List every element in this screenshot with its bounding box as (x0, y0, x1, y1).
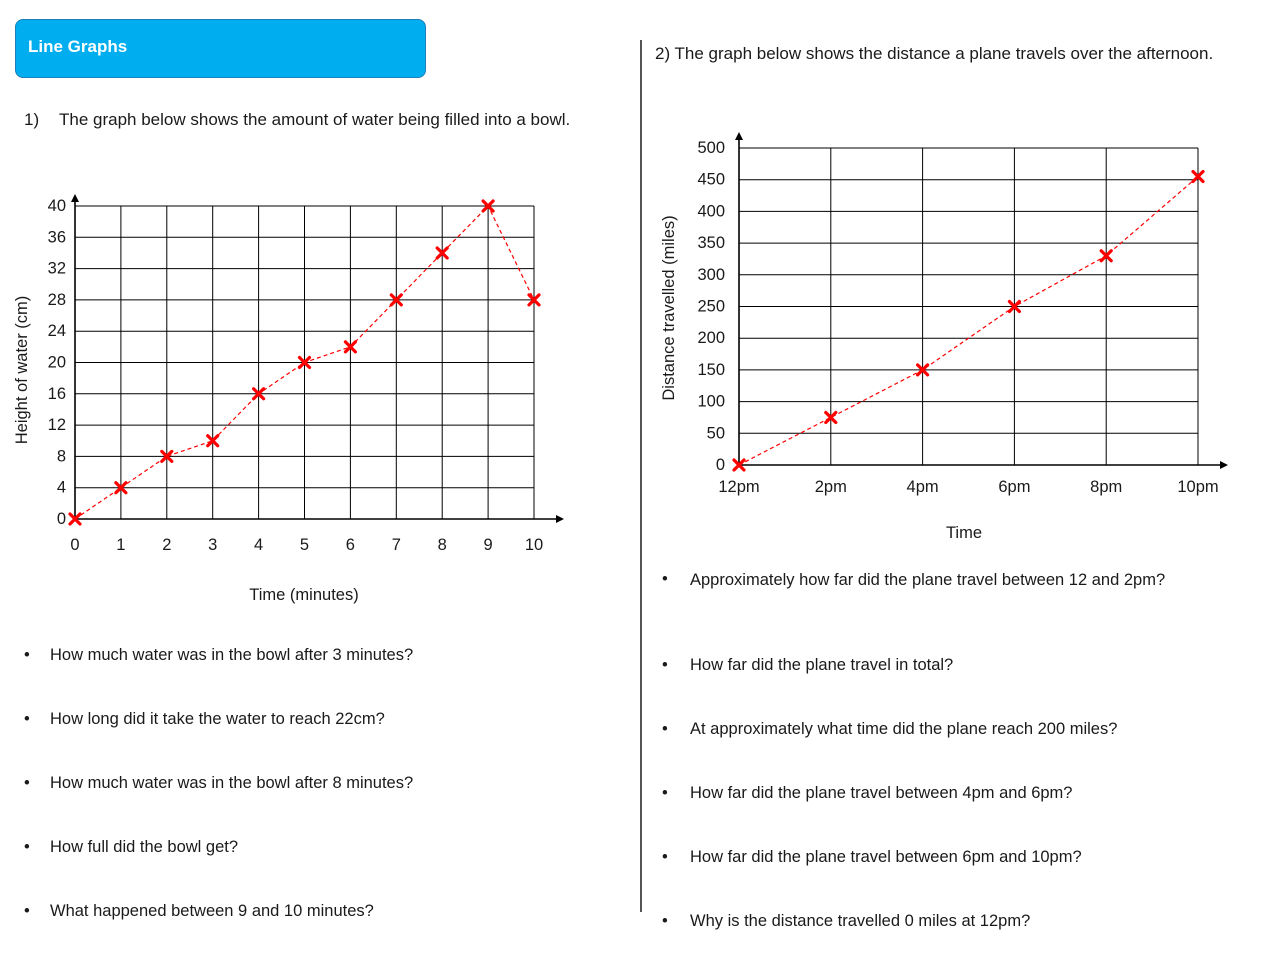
bullet-dot: • (24, 838, 30, 856)
q1-bullet-text: What happened between 9 and 10 minutes? (50, 902, 374, 920)
y-tick-label: 4 (56, 478, 66, 497)
q2-bullet-text: How far did the plane travel between 6pm and 10pm? (690, 848, 1082, 866)
y-tick-label: 450 (697, 170, 725, 189)
y-tick-label: 20 (47, 353, 66, 372)
q1-bullet-text: How much water was in the bowl after 3 minutes? (50, 646, 414, 664)
y-tick-label: 250 (697, 297, 725, 316)
q2-bullet-text: How far did the plane travel in total? (690, 656, 954, 674)
q1-bullet-text: How much water was in the bowl after 8 minutes? (50, 774, 414, 792)
y-tick-label: 50 (706, 424, 725, 443)
x-tick-label: 6 (345, 536, 355, 554)
y-axis-arrow (735, 132, 743, 140)
y-tick-label: 400 (697, 202, 725, 221)
y-tick-label: 350 (697, 234, 725, 253)
y-axis-label: Distance travelled (miles) (660, 215, 678, 401)
water-height-chart (0, 180, 640, 620)
page-title: Line Graphs (28, 37, 128, 56)
x-tick-label: 6pm (998, 478, 1031, 496)
x-tick-label: 4pm (906, 478, 939, 496)
y-tick-label: 200 (697, 329, 725, 348)
q1-bullet-text: How full did the bowl get? (50, 838, 239, 856)
bullet-dot: • (662, 912, 668, 930)
question-1-text: The graph below shows the amount of water being filled into a bowl. (59, 110, 571, 129)
x-tick-label: 7 (391, 536, 401, 554)
bullet-dot: • (662, 656, 668, 674)
series-line (739, 177, 1198, 465)
y-axis-arrow (71, 194, 79, 202)
q2-bullet-text: At approximately what time did the plane reach 200 miles? (690, 720, 1118, 738)
y-tick-label: 300 (697, 265, 725, 284)
x-tick-label: 9 (483, 536, 493, 554)
bullet-dot: • (24, 710, 30, 728)
bullet-dot: • (662, 848, 668, 866)
plane-distance-chart (650, 120, 1250, 560)
x-axis-label: Time (minutes) (249, 586, 359, 604)
y-tick-label: 150 (697, 360, 725, 379)
bullet-dot: • (24, 902, 30, 920)
y-tick-label: 8 (56, 447, 66, 466)
title-banner (15, 19, 426, 78)
x-tick-label: 2 (162, 536, 172, 554)
y-axis-label: Height of water (cm) (13, 295, 31, 445)
bullet-dot: • (24, 646, 30, 664)
y-tick-label: 100 (697, 392, 725, 411)
x-tick-label: 2pm (814, 478, 847, 496)
x-axis-arrow (556, 515, 564, 523)
x-axis-arrow (1220, 461, 1228, 469)
q2-bullet-text: Why is the distance travelled 0 miles at 12pm? (690, 912, 1031, 930)
x-tick-label: 10pm (1177, 478, 1219, 496)
y-tick-label: 12 (47, 416, 66, 435)
y-tick-label: 36 (47, 228, 66, 247)
bullet-dot: • (662, 570, 668, 588)
x-axis-label: Time (945, 524, 983, 542)
y-tick-label: 28 (47, 290, 66, 309)
q1-bullet-text: How long did it take the water to reach 22cm? (50, 710, 385, 728)
x-tick-label: 8 (437, 536, 447, 554)
bullet-dot: • (662, 784, 668, 802)
y-tick-label: 500 (697, 139, 725, 157)
question-2-text: 2) The graph below shows the distance a plane travels over the afternoon. (655, 44, 1214, 63)
y-tick-label: 16 (47, 384, 66, 403)
x-tick-label: 5 (299, 536, 310, 554)
x-tick-label: 3 (208, 536, 218, 554)
x-tick-label: 12pm (718, 478, 760, 496)
bullet-dot: • (662, 720, 668, 738)
y-tick-label: 0 (715, 456, 725, 474)
y-tick-label: 24 (47, 322, 66, 341)
y-tick-label: 0 (56, 510, 66, 528)
q2-bullet-text: How far did the plane travel between 4pm and 6pm? (690, 784, 1073, 802)
x-tick-label: 8pm (1090, 478, 1123, 496)
bullet-dot: • (24, 774, 30, 792)
column-divider (640, 40, 642, 912)
q2-bullet-text: Approximately how far did the plane travel between 12 and 2pm? (690, 571, 1166, 589)
x-tick-label: 0 (70, 536, 80, 554)
question-1-number: 1) (24, 110, 40, 129)
x-tick-label: 4 (254, 536, 264, 554)
x-tick-label: 1 (116, 536, 126, 554)
y-tick-label: 32 (47, 259, 66, 278)
y-tick-label: 40 (47, 197, 66, 215)
x-tick-label: 10 (524, 536, 544, 554)
